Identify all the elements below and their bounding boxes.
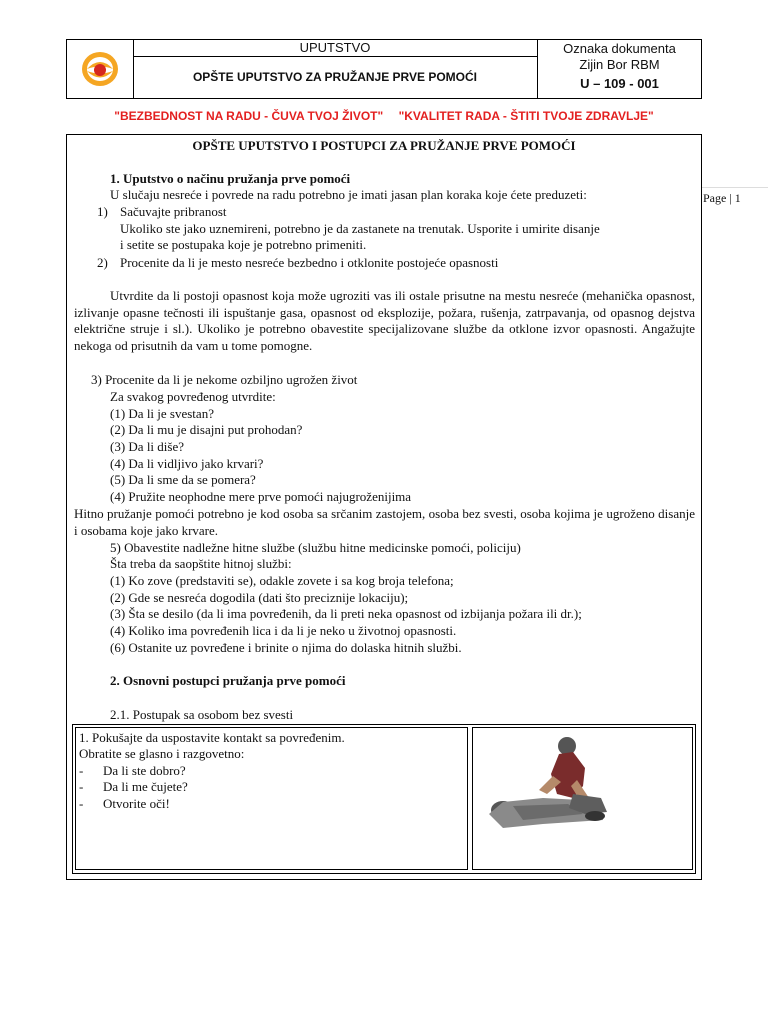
- step2-number: 2): [97, 255, 108, 270]
- danger-paragraph: Utvrdite da li postoji opasnost koja može ugroziti vas ili ostale prisutne na mestu nesreće (mehanička opasnost, izlivanje opasne tečnosti ili ispuštanje gasa, opasnost od eksplozije, požara, rušenja, zatrpavanja, od opasnog dejstva električne struje i sl.). Ukoliko je potrebno obavestite specijalizovane službe da otklone izvor opasnosti. Angažujte nekoga od prisutnih da vam u tome pomogne.: [74, 288, 695, 353]
- check-item: (1) Da li je svestan?: [110, 406, 214, 421]
- step1-text-b: i setite se postupaka koje je potrebno primeniti.: [120, 237, 367, 252]
- step3-intro: Za svakog povređenog utvrdite:: [110, 389, 276, 404]
- check-item: (5) Da li sme da se pomera?: [110, 472, 256, 487]
- check-item: (3) Da li diše?: [110, 439, 185, 454]
- doc-identifier: [538, 40, 701, 98]
- doc-code: U – 109 - 001: [580, 76, 659, 91]
- step5-title: 5) Obavestite nadležne hitne službe (službu hitne medicinske pomoći, policiju): [110, 540, 521, 555]
- check-item: (2) Da li mu je disajni put prohodan?: [110, 422, 303, 437]
- main-title: OPŠTE UPUTSTVO I POSTUPCI ZA PRUŽANJE PRVE POMOĆI: [192, 138, 576, 153]
- report-item: (6) Ostanite uz povređene i brinite o njima do dolaska hitnih službi.: [110, 640, 462, 655]
- report-item: (4) Koliko ima povređenih lica i da li je neko u životnoj opasnosti.: [110, 623, 457, 638]
- company-name: Zijin Bor RBM: [579, 57, 660, 72]
- step2-title: Procenite da li je mesto nesreće bezbedno i otklonite postojeće opasnosti: [120, 255, 499, 270]
- urgent-paragraph: Hitno pružanje pomoći potrebno je kod osoba sa srčanim zastojem, osoba bez svesti, osoba kojima je ugroženo disanje i osobama koje jako krvare.: [74, 506, 695, 538]
- bullet-item: Da li me čujete?: [103, 779, 188, 794]
- step1-number: 1): [97, 204, 108, 219]
- step1-title: Sačuvajte pribranost: [120, 204, 227, 219]
- document-header: [66, 39, 702, 99]
- step3-title: 3) Procenite da li je nekome ozbiljno ugrožen život: [91, 372, 358, 387]
- illustration-cell: [472, 727, 693, 870]
- procedure-text-cell: [75, 727, 468, 870]
- report-item: (2) Gde se nesreća dogodila (dati što preciznije lokaciju);: [110, 590, 409, 605]
- content-box: [66, 134, 702, 880]
- page-divider: [702, 187, 768, 188]
- step1-text-a: Ukoliko ste jako uznemireni, potrebno je da zastanete na trenutak. Usporite i umirite disanje: [120, 221, 600, 236]
- doc-label: Oznaka dokumenta: [563, 41, 676, 56]
- slogans: [66, 109, 702, 123]
- slogan-safety: "BEZBEDNOST NA RADU - ČUVA TVOJ ŽIVOT": [114, 109, 384, 123]
- first-aid-illustration: [473, 728, 692, 869]
- doc-title: OPŠTE UPUTSTVO ZA PRUŽANJE PRVE POMOĆI: [133, 57, 538, 98]
- check-item: (4) Da li vidljivo jako krvari?: [110, 456, 264, 471]
- logo-icon: [67, 40, 133, 98]
- report-item: (3) Šta se desilo (da li ima povređenih, da li preti neka opasnost od izbijanja požara ili dr.);: [110, 606, 582, 621]
- report-item: (1) Ko zove (predstaviti se), odakle zovete i sa kog broja telefona;: [110, 573, 454, 588]
- section21-title: 2.1. Postupak sa osobom bez svesti: [110, 707, 294, 722]
- check-item: (4) Pružite neophodne mere prve pomoći najugroženijima: [110, 489, 412, 504]
- section1-title: 1. Uputstvo o načinu pružanja prve pomoći: [110, 171, 351, 186]
- section2-title: 2. Osnovni postupci pružanja prve pomoći: [110, 673, 346, 688]
- procedure-line-1: 1. Pokušajte da uspostavite kontakt sa povređenim.: [79, 730, 345, 745]
- bullet-item: Da li ste dobro?: [103, 763, 186, 778]
- intro-text: U slučaju nesreće i povrede na radu potrebno je imati jasan plan koraka koje ćete preduzeti:: [110, 187, 587, 202]
- company-logo: [67, 40, 134, 98]
- bullet-item: Otvorite oči!: [103, 796, 170, 811]
- procedure-table: [72, 724, 696, 874]
- slogan-quality: "KVALITET RADA - ŠTITI TVOJE ZDRAVLJE": [398, 109, 654, 123]
- step5-intro: Šta treba da saopštite hitnoj službi:: [110, 556, 292, 571]
- bullet-mark: -: [79, 763, 84, 778]
- bullet-mark: -: [79, 796, 84, 811]
- procedure-line-2: Obratite se glasno i razgovetno:: [79, 746, 245, 761]
- doc-type: UPUTSTVO: [133, 40, 538, 57]
- bullet-mark: -: [79, 779, 84, 794]
- page-number: Page | 1: [703, 191, 741, 205]
